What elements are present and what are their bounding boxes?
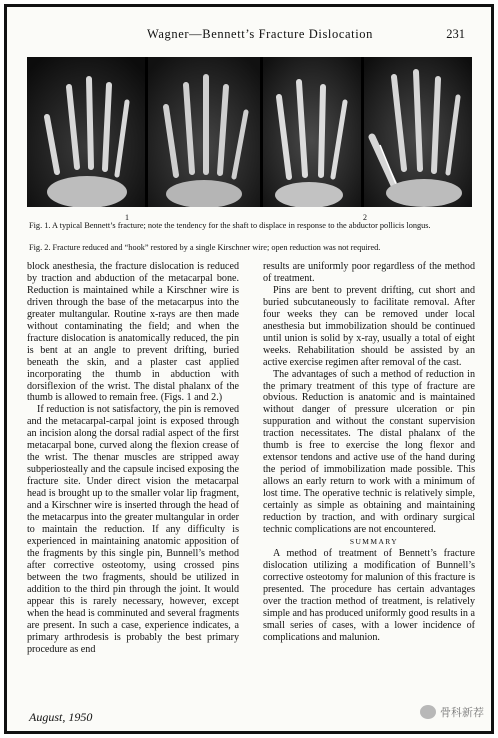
left-column — [27, 261, 239, 655]
xray-figure-strip — [27, 57, 472, 207]
paragraph: Pins are bent to prevent drifting, cut short and buried subcutaneously to facilitate removal. After four weeks they can be removed under local anesthesia but immobilization should be continued until union is solid by x-ray, usually a total of eight weeks. Rehabilitation should be assisted by an active exercise regimen after removal of the cast. — [263, 284, 475, 368]
figure-label-1: 1 — [125, 213, 129, 222]
paragraph: If reduction is not satisfactory, the pin is removed and the metacarpal-carpal joint is exposed through an incision along the dorsal radial aspect of the first metacarpal bone, curved along the flexion crease of the wrist. The thenar muscles are stripped away subperiosteally and the capsule incised exposing the fracture site. Under direct vision the metacarpal head is brought up to the smaller volar lip fragment, and a Kirschner wire is inserted through the head of the metacarpus into the greater multangular in order to maintain the reduction. If any difficulty is experienced in maintaining anatomic apposition of the fragments by this single pin, Bunnell’s method after corrective osteotomy, using crossed pins between the two fragments, should be utilized in addition to the third pin through the joint. It would appear this is rarely necessary, however, except when the head is comminuted and several fragments are present. In such a case, experience indicates, a primary arthrodesis is probably the best primary procedure as end — [27, 404, 239, 655]
paragraph: results are uniformly poor regardless of the method of treatment. — [263, 261, 475, 284]
page-number: 231 — [446, 27, 465, 41]
right-column — [263, 261, 475, 644]
xray-image-2a — [263, 57, 361, 207]
xray-image-1b — [148, 57, 260, 207]
watermark-text: 骨科新荐 — [440, 706, 484, 719]
summary-heading: SUMMARY — [349, 536, 399, 546]
wechat-icon — [420, 705, 436, 719]
figure-caption-2: Fig. 2. Fracture reduced and “hook” restored by a single Kirschner wire; open reduction was not required. — [29, 243, 381, 252]
figure-label-2: 2 — [363, 213, 367, 222]
xray-image-2b — [364, 57, 472, 207]
watermark — [420, 704, 484, 720]
running-header-title: Wagner—Bennett’s Fracture Dislocation — [147, 27, 373, 41]
page-frame — [4, 4, 494, 734]
journal-issue-date: August, 1950 — [29, 710, 93, 724]
xray-image-1a — [27, 57, 145, 207]
summary-paragraph: A method of treatment of Bennett’s fracture dislocation utilizing a modification of Bunnell’s corrective osteotomy for malunion of this fracture is presented. The procedure has certain advantages over the traction method of treatment, is relatively simple and has produced uniformly good results in a small series of cases, with a lower incidence of complications and malunion. — [263, 547, 475, 643]
figure-caption-1: Fig. 1. A typical Bennett’s fracture; note the tendency for the shaft to displace in response to the abductor pollicis longus. — [29, 221, 431, 230]
paragraph: The advantages of such a method of reduction in the primary treatment of this type of fracture are obvious. Reduction is anatomic and is maintained without danger of pressure ulceration or pin suppuration and without the constant supervision traction necessitates. The distal phalanx of the thumb is free to exercise the long flexor and extensor tendons and active use of the hand during the period of immobilization made possible. This allows an early return to work with a minimum of lost time. The operative technic is relatively simple, certainly as simple as obtaining and maintaining reduction by traction, and with ordinary surgical technic complications are not encountered. — [263, 368, 475, 535]
paragraph: block anesthesia, the fracture dislocation is reduced by traction and abduction of the metacarpal bone. Reduction is maintained while a Kirschner wire is driven through the base of the metacarpus into the greater multangular. Routine x-rays are then made without contaminating the field; and when the fracture dislocation is anatomically reduced, the pin is bent at an angle to prevent drifting, buried beneath the skin, and a plaster cast applied incorporating the thumb in abduction with dorsiflexion of the wrist. The distal phalanx of the thumb is allowed to remain free. (Figs. 1 and 2.) — [27, 261, 239, 404]
